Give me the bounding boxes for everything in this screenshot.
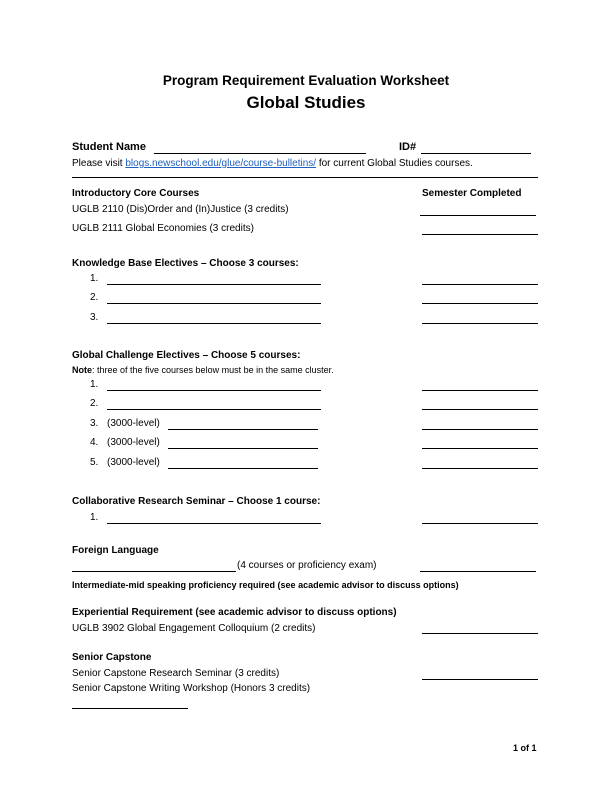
course-field[interactable] [168, 448, 318, 449]
course-field[interactable] [107, 523, 321, 524]
item-number: 2. [90, 398, 99, 409]
item-number: 1. [90, 512, 99, 523]
semester-field[interactable] [422, 679, 538, 680]
item-number: 2. [90, 292, 99, 303]
course-field[interactable] [168, 429, 318, 430]
level-label: (3000-level) [107, 418, 160, 429]
item-number: 1. [90, 273, 99, 284]
semester-field[interactable] [422, 234, 538, 235]
semester-field[interactable] [422, 390, 538, 391]
language-field[interactable] [72, 571, 236, 572]
worksheet-subtitle: Program Requirement Evaluation Worksheet [162, 73, 450, 88]
language-note: Intermediate-mid speaking proficiency required (see academic advisor to discuss options) [72, 580, 459, 590]
experiential-heading: Experiential Requirement (see academic advisor to discuss options) [72, 607, 397, 618]
item-number: 3. [90, 312, 99, 323]
semester-field[interactable] [422, 448, 538, 449]
semester-field[interactable] [422, 303, 538, 304]
intro-course: UGLB 2110 (Dis)Order and (In)Justice (3 credits) [72, 204, 289, 215]
seminar-heading: Collaborative Research Seminar – Choose 1 course: [72, 496, 321, 507]
student-id-field[interactable] [421, 153, 531, 154]
header-divider [72, 177, 538, 178]
semester-completed-heading: Semester Completed [422, 188, 522, 199]
course-field[interactable] [107, 409, 321, 410]
language-courses-text: (4 courses or proficiency exam) [237, 560, 377, 571]
visit-prefix: Please visit [72, 158, 126, 169]
semester-field[interactable] [422, 523, 538, 524]
language-heading: Foreign Language [72, 545, 159, 556]
capstone-heading: Senior Capstone [72, 652, 152, 663]
semester-field[interactable] [422, 633, 538, 634]
page-number: 1 of 1 [513, 743, 537, 753]
level-label: (3000-level) [107, 437, 160, 448]
level-label: (3000-level) [107, 457, 160, 468]
challenge-note [72, 365, 334, 375]
visit-suffix: for current Global Studies courses. [316, 158, 473, 169]
semester-field[interactable] [422, 409, 538, 410]
semester-field[interactable] [422, 429, 538, 430]
intro-course: UGLB 2111 Global Economies (3 credits) [72, 223, 254, 234]
semester-field[interactable] [422, 323, 538, 324]
semester-field[interactable] [72, 708, 188, 709]
intro-heading: Introductory Core Courses [72, 188, 200, 199]
semester-field[interactable] [422, 468, 538, 469]
course-field[interactable] [107, 284, 321, 285]
student-id-label: ID# [399, 141, 417, 153]
note-label: Note [72, 365, 92, 375]
capstone-course: Senior Capstone Writing Workshop (Honors 3 credits) [72, 683, 311, 694]
item-number: 3. [90, 418, 99, 429]
course-field[interactable] [107, 323, 321, 324]
item-number: 4. [90, 437, 99, 448]
course-field[interactable] [107, 303, 321, 304]
page-title: Global Studies [246, 93, 366, 112]
student-name-field[interactable] [154, 153, 366, 154]
semester-field[interactable] [422, 284, 538, 285]
semester-field[interactable] [420, 215, 536, 216]
experiential-course: UGLB 3902 Global Engagement Colloquium (2 credits) [72, 623, 316, 634]
item-number: 5. [90, 457, 99, 468]
capstone-course: Senior Capstone Research Seminar (3 credits) [72, 668, 280, 679]
note-text: : three of the five courses below must be in the same cluster. [92, 365, 334, 375]
course-field[interactable] [168, 468, 318, 469]
semester-field[interactable] [420, 571, 536, 572]
course-bulletins-link[interactable]: blogs.newschool.edu/glue/course-bulletins/ [125, 158, 317, 169]
student-name-label: Student Name [72, 141, 146, 153]
course-field[interactable] [107, 390, 321, 391]
item-number: 1. [90, 379, 99, 390]
visit-instruction [72, 158, 473, 169]
challenge-heading: Global Challenge Electives – Choose 5 courses: [72, 350, 301, 361]
knowledge-heading: Knowledge Base Electives – Choose 3 courses: [72, 258, 299, 269]
